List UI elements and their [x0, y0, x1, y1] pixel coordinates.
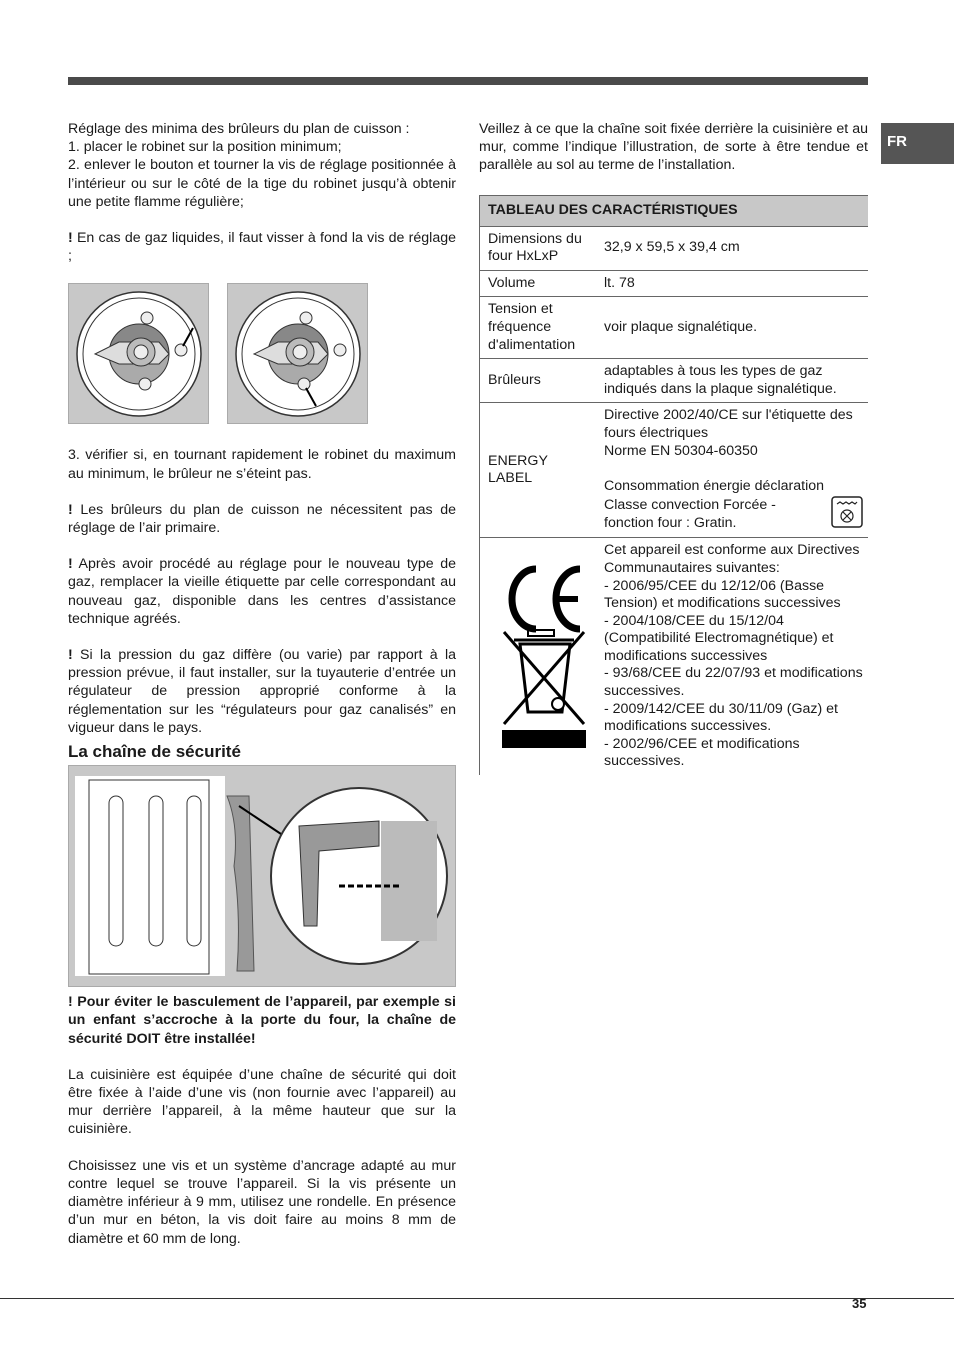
table-row — [480, 359, 869, 403]
energy-norm: Norme EN 50304-60350 — [604, 442, 758, 459]
row-value: voir plaque signalétique. — [600, 297, 868, 359]
energy-value — [600, 403, 868, 538]
note-label-replace — [68, 555, 456, 628]
note-pressure-text: Si la pression du gaz diffère (ou varie) par rapport à la pression prévue, il faut installer, sur la tuyauterie d’entrée un régulateur de pression approprié conforme à la réglementation sur les “régulateurs pour gaz canalisés” en vigueur dans le pays. — [68, 647, 456, 736]
row-label: Tension et fréquence d'alimentation — [480, 297, 601, 359]
warning-mark: ! — [68, 501, 73, 518]
warning-mark: ! — [68, 556, 73, 573]
conformity-line: - 2004/108/CEE du 15/12/04 (Compatibilité Electromagnétique) et modifications successives — [604, 612, 834, 664]
knob-illustration-2 — [227, 283, 368, 424]
conformity-text — [600, 538, 868, 775]
safety-chain-illustration — [68, 765, 456, 987]
weee-bin-icon — [498, 628, 590, 752]
energy-directive: Directive 2002/40/CE sur l'étiquette des fours électriques — [604, 407, 853, 441]
note-pressure — [68, 646, 456, 737]
conformity-line: - 2006/95/CEE du 12/12/06 (Basse Tension) et modifications successives — [604, 577, 841, 612]
table-row — [480, 270, 869, 297]
burner-step-2: 2. enlever le bouton et tourner la vis de réglage positionnée à l’intérieur ou sur le côté de la tige du robinet jusqu’à obtenir une petite flamme régulière; — [68, 157, 456, 210]
chain-intro: Veillez à ce que la chaîne soit fixée derrière la cuisinière et au mur, comme l’indique l’illustration, de sorte à être tendue et parallèle au sol au terme de l’installation. — [479, 121, 868, 174]
conformity-line: - 2009/142/CEE du 30/11/09 (Gaz) et modifications successives. — [604, 700, 838, 735]
row-value: 32,9 x 59,5 x 39,4 cm — [600, 226, 868, 270]
burner-step-1: 1. placer le robinet sur la position minimum; — [68, 139, 342, 156]
screw-description: Choisissez une vis et un système d’ancrage adapté au mur contre lequel se trouve l’appareil. Si la vis présente un diamètre inférieur à 9 mm, utilisez une rondelle. En présence d’un mur en béton, la vis doit faire au moins 8 mm de diamètre et 60 mm de long. — [68, 1157, 456, 1247]
warning-mark: ! — [68, 647, 73, 664]
note-primary-air-text: Les brûleurs du plan de cuisson ne nécessitent pas de réglage de l’air primaire. — [68, 501, 456, 537]
row-label: Volume — [480, 270, 601, 297]
header-bar — [68, 77, 868, 85]
note-primary-air — [68, 501, 456, 537]
chain-description: La cuisinière est équipée d’une chaîne de sécurité qui doit être fixée à l’aide d’une vis (non fournie avec l’appareil) au mur derrière l’appareil, à la même hauteur que sur la cuisinière. — [68, 1066, 456, 1138]
grill-fan-icon — [831, 496, 863, 534]
row-value: lt. 78 — [600, 270, 868, 297]
table-header-row — [480, 195, 869, 226]
burner-step-3: 3. vérifier si, en tournant rapidement le robinet du maximum au minimum, le brûleur ne s’éteint pas. — [68, 447, 456, 482]
page-number: 35 — [852, 1296, 867, 1311]
language-tab: FR — [881, 123, 954, 164]
energy-class: Classe convection Forcée - fonction four : Gratin. — [604, 496, 776, 531]
table-row-energy — [480, 403, 869, 538]
row-value: adaptables à tous les types de gaz indiqués dans la plaque signalétique. — [600, 359, 868, 403]
row-label: Brûleurs — [480, 359, 601, 403]
safety-warning: ! Pour éviter le basculement de l’appareil, par exemple si un enfant s’accroche à la porte du four, la chaîne de sécurité DOIT être installée! — [68, 994, 456, 1047]
row-label: ENERGY LABEL — [480, 403, 601, 538]
warning-mark: ! — [68, 230, 73, 247]
table-row — [480, 226, 869, 270]
conformity-line: Cet appareil est conforme aux Directives Communautaires suivantes: — [604, 542, 860, 576]
note-liquid-gas-text: En cas de gaz liquides, il faut visser à fond la vis de réglage ; — [68, 230, 456, 265]
table-row — [480, 297, 869, 359]
energy-consumption: Consommation énergie déclaration — [604, 478, 825, 495]
row-label: Dimensions du four HxLxP — [480, 226, 601, 270]
conformity-line: - 2002/96/CEE et modifications successives. — [604, 735, 800, 770]
note-liquid-gas — [68, 229, 456, 265]
conformity-line: - 93/68/CEE du 22/07/93 et modifications successives. — [604, 665, 863, 700]
note-label-replace-text: Après avoir procédé au réglage pour le nouveau type de gaz, remplacer la vieille étiquette par celle correspondant au nouveau gaz, disponible dans les centres d’assistance technique agréés. — [68, 556, 456, 627]
table-title: TABLEAU DES CARACTÉRISTIQUES — [480, 195, 869, 226]
section-title: La chaîne de sécurité — [68, 742, 241, 762]
footer-rule — [0, 1298, 954, 1299]
knob-illustration-1 — [68, 283, 209, 424]
left-column — [68, 120, 456, 1248]
burner-intro: Réglage des minima des brûleurs du plan de cuisson : — [68, 121, 410, 137]
knob-illustrations — [68, 283, 456, 424]
